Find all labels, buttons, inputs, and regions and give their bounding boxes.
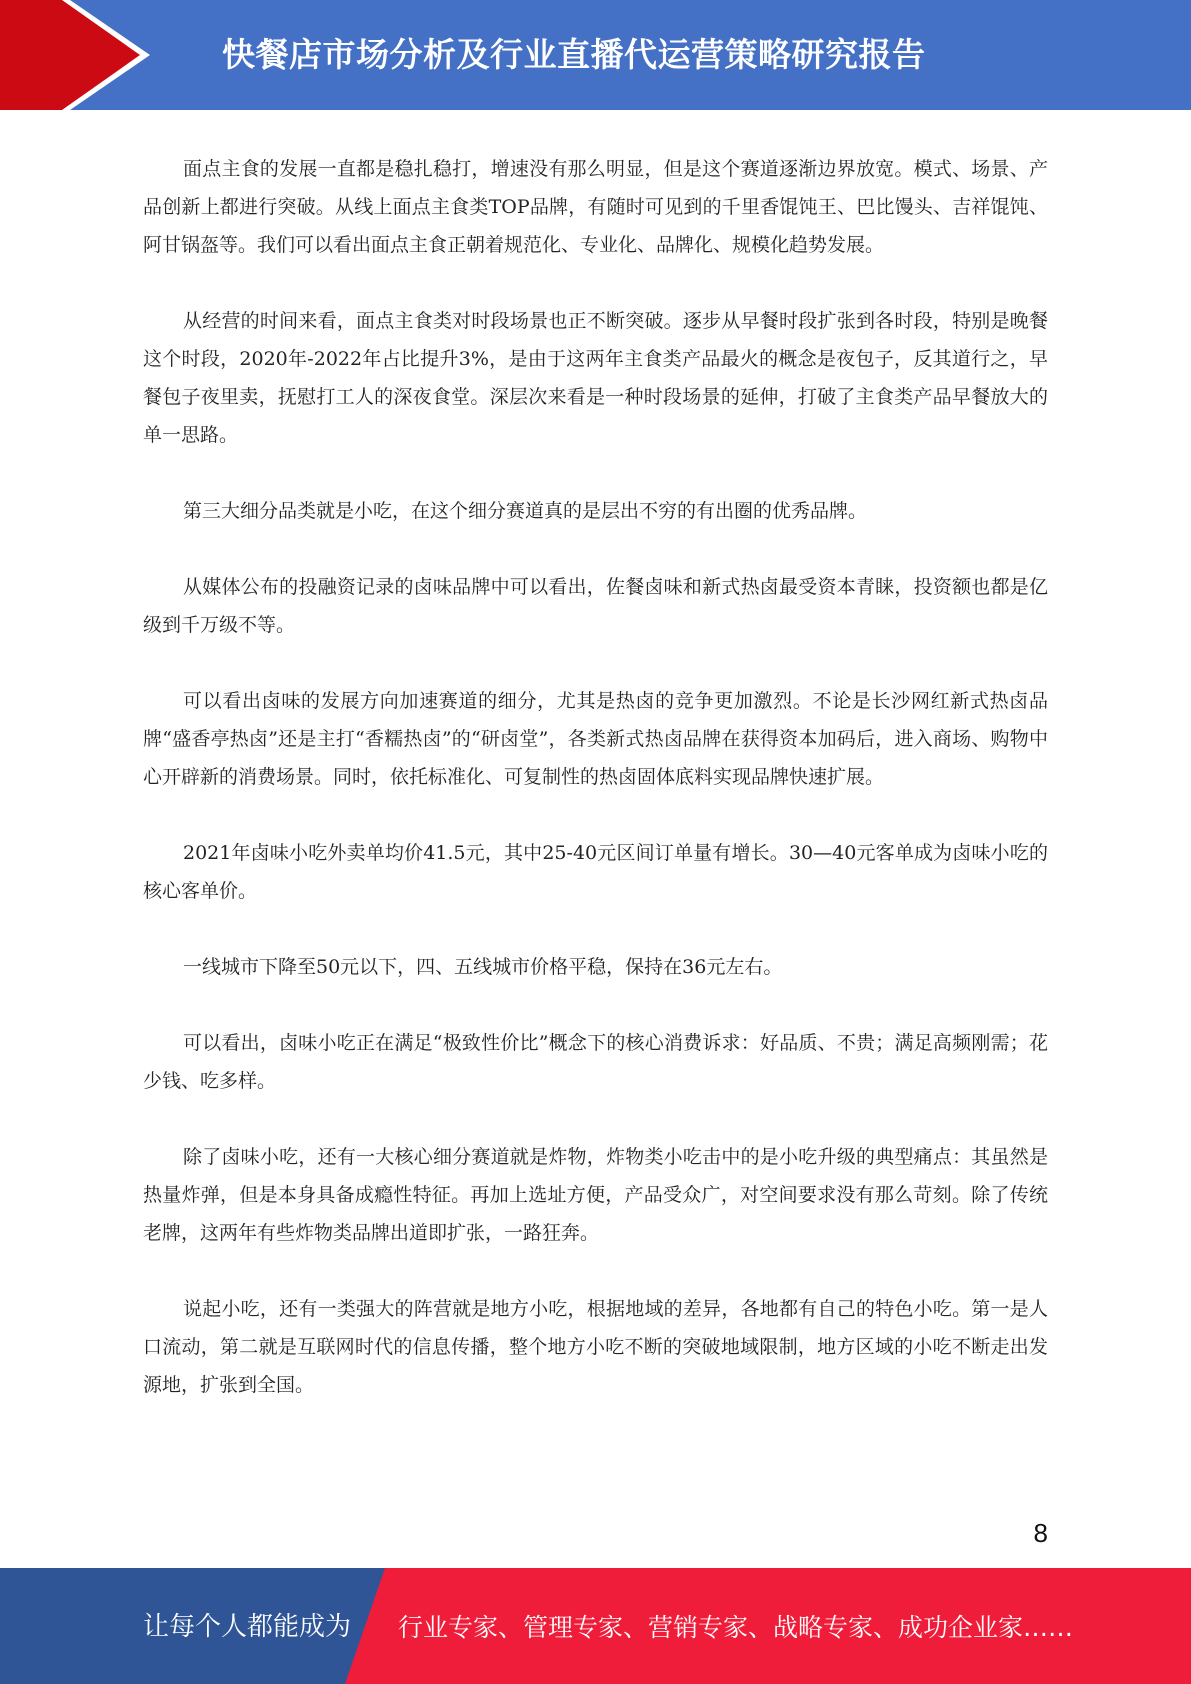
paragraph-snacks: 第三大细分品类就是小吃，在这个细分赛道真的是层出不穷的有出圈的优秀品牌。 xyxy=(183,500,868,522)
paragraph-value-demand: 可以看出，卤味小吃正在满足“极致性价比”概念下的核心消费诉求：好品质、不贵；满足高频刚需；花少钱、吃多样。 xyxy=(143,1032,1048,1092)
paragraph-fried-food: 除了卤味小吃，还有一大核心细分赛道就是炸物，炸物类小吃击中的是小吃升级的典型痛点：其虽然是热量炸弹，但是本身具备成瘾性特征。再加上选址方便，产品受众广，对空间要求没有那么苛刻。除了传统老牌，这两年有些炸物类品牌出道即扩张，一路狂奔。 xyxy=(143,1146,1048,1244)
report-title: 快餐店市场分析及行业直播代运营策略研究报告 xyxy=(222,35,926,74)
report-body xyxy=(143,150,1048,1442)
paragraph-local-snacks: 说起小吃，还有一类强大的阵营就是地方小吃，根据地域的差异，各地都有自己的特色小吃。第一是人口流动，第二就是互联网时代的信息传播，整个地方小吃不断的突破地域限制，地方区域的小吃不断走出发源地，扩张到全国。 xyxy=(143,1298,1048,1396)
paragraph-order-price: 2021年卤味小吃外卖单均价41.5元，其中25-40元区间订单量有增长。30—40元客单成为卤味小吃的核心客单价。 xyxy=(143,842,1048,902)
page-header xyxy=(0,0,1191,110)
paragraph-lu-investment: 从媒体公布的投融资记录的卤味品牌中可以看出，佐餐卤味和新式热卤最受资本青睐，投资额也都是亿级到千万级不等。 xyxy=(143,576,1048,636)
footer-slogan-right: 行业专家、管理专家、营销专家、战略专家、成功企业家…… xyxy=(398,1613,1074,1642)
page-number: 8 xyxy=(1033,1518,1048,1548)
footer-slogan-left: 让每个人都能成为 xyxy=(143,1612,352,1642)
paragraph-city-price: 一线城市下降至50元以下，四、五线城市价格平稳，保持在36元左右。 xyxy=(183,956,783,978)
page-footer xyxy=(0,1568,1191,1684)
paragraph-time-slots: 从经营的时间来看，面点主食类对时段场景也正不断突破。逐步从早餐时段扩张到各时段，特别是晚餐这个时段，2020年-2022年占比提升3%，是由于这两年主食类产品最火的概念是夜包子，反其道行之，早餐包子夜里卖，抚慰打工人的深夜食堂。深层次来看是一种时段场景的延伸，打破了主食类产品早餐放大的单一思路。 xyxy=(143,310,1048,446)
paragraph-hot-lu: 可以看出卤味的发展方向加速赛道的细分，尤其是热卤的竞争更加激烈。不论是长沙网红新式热卤品牌“盛香亭热卤”还是主打“香糯热卤”的“研卤堂”，各类新式热卤品牌在获得资本加码后，进入商场、购物中心开辟新的消费场景。同时，依托标准化、可复制性的热卤固体底料实现品牌快速扩展。 xyxy=(143,690,1048,788)
paragraph-noodle-staples: 面点主食的发展一直都是稳扎稳打，增速没有那么明显，但是这个赛道逐渐边界放宽。模式、场景、产品创新上都进行突破。从线上面点主食类TOP品牌，有随时可见到的千里香馄饨王、巴比馒头、吉祥馄饨、阿甘锅盔等。我们可以看出面点主食正朝着规范化、专业化、品牌化、规模化趋势发展。 xyxy=(143,158,1048,256)
